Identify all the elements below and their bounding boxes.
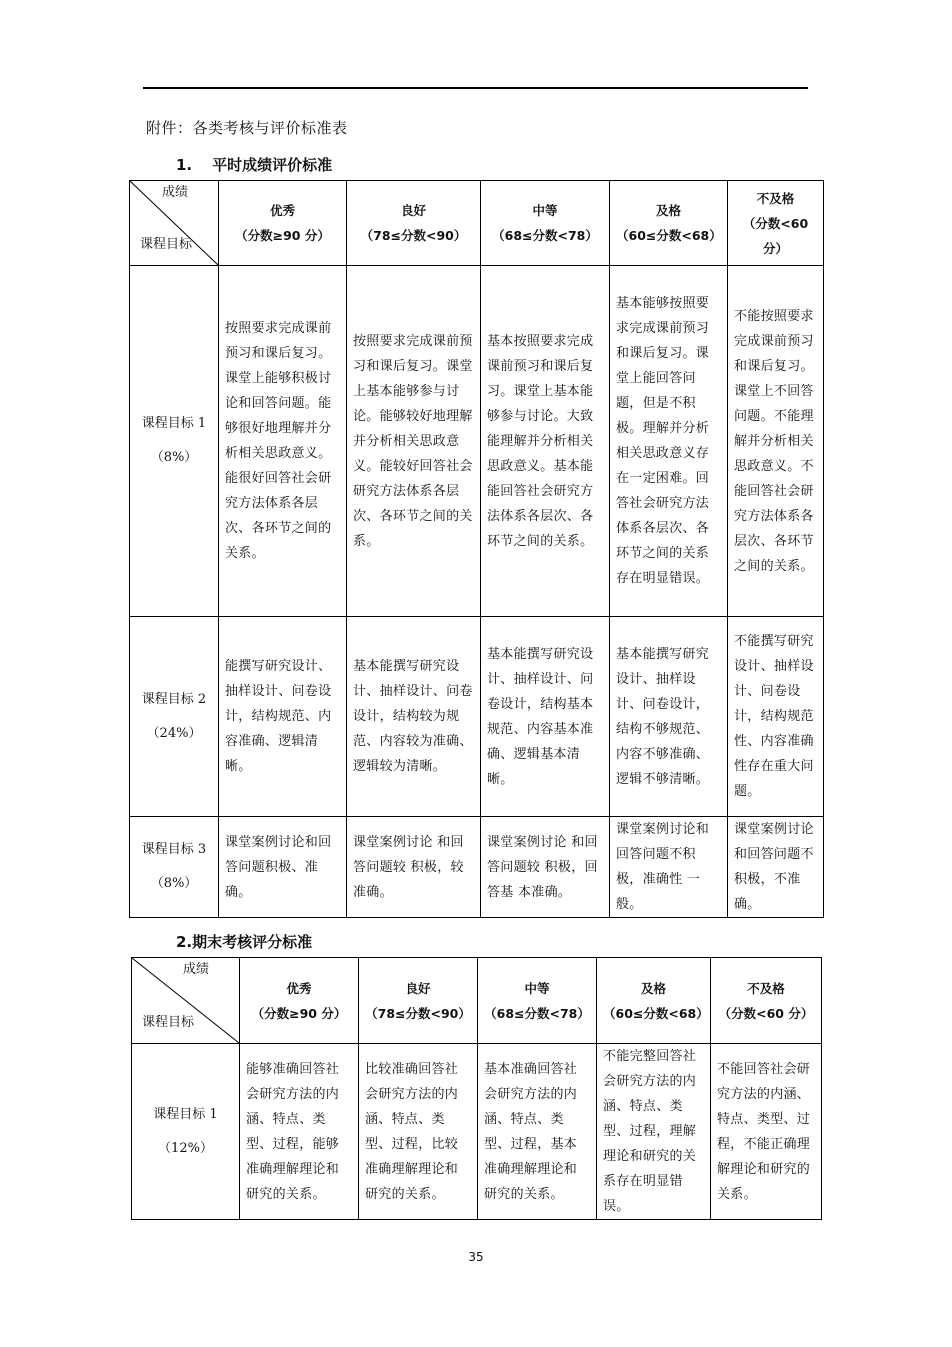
- cell-medium: 课堂案例讨论 和回答问题较 积极，回答基 本准确。: [481, 817, 610, 918]
- row-goal-label: 课程目标 2 （24%）: [130, 617, 219, 817]
- table-row: [130, 817, 824, 918]
- section-2-title: [176, 931, 312, 952]
- header-fail: 不及格 （分数<60 分）: [711, 958, 822, 1044]
- cell-pass: 基本能撰写研究设计、抽样设计、问卷设计，结构不够规范、内容不够准确、逻辑不够清晰。: [610, 617, 728, 817]
- page-number: 35: [468, 1250, 484, 1264]
- row-goal-label: 课程目标 1 （8%）: [130, 266, 219, 617]
- corner-grade-label: 成绩: [182, 962, 209, 977]
- corner-grade-label: 成绩: [161, 185, 188, 200]
- cell-fail: 课堂案例讨论 和回答问题不 积极，不准确。: [728, 817, 824, 918]
- table-row: [132, 1044, 822, 1220]
- cell-medium: 基本能撰写研究设计、抽样设计、问卷设计，结构基本规范、内容基本准确、逻辑基本清晰。: [481, 617, 610, 817]
- corner-goal-label: 课程目标: [140, 237, 193, 252]
- header-pass: 及格 （60≤分数<68）: [610, 181, 728, 266]
- table-row: [130, 266, 824, 617]
- table-row: [130, 617, 824, 817]
- header-excellent: 优秀 （分数≥90 分）: [219, 181, 347, 266]
- final-exam-table: [131, 957, 822, 1220]
- cell-good: 按照要求完成课前预习和课后复习。课堂上基本能够参与讨论。能够较好地理解并分析相关思政意义。能较好回答社会研究方法体系各层次、各环节之间的关系。: [347, 266, 481, 617]
- usual-grade-table: [129, 180, 824, 918]
- header-fail: 不及格 （分数<60分）: [728, 181, 824, 266]
- corner-goal-label: 课程目标: [142, 1015, 195, 1030]
- cell-excellent: 能撰写研究设计、抽样设计、问卷设计，结构规范、内容准确、逻辑清晰。: [219, 617, 347, 817]
- corner-cell: [130, 181, 219, 266]
- table-header-row: [132, 958, 822, 1044]
- header-rule: [143, 87, 808, 89]
- cell-fail: 不能撰写研究设计、抽样设计、问卷设计，结构规范性、内容准确性存在重大问题。: [728, 617, 824, 817]
- section-1-title: [176, 154, 332, 175]
- cell-medium: 基本按照要求完成课前预习和课后复习。课堂上基本能够参与讨论。大致能理解并分析相关思政意义。基本能能回答社会研究方法体系各层次、各环节之间的关系。: [481, 266, 610, 617]
- cell-excellent: 能够准确回答社会研究方法的内涵、特点、类型、过程，能够准确理解理论和研究的关系。: [240, 1044, 359, 1220]
- header-excellent: 优秀 （分数≥90 分）: [240, 958, 359, 1044]
- table-header-row: [130, 181, 824, 266]
- cell-good: 基本能撰写研究设计、抽样设计、问卷设计，结构较为规范、内容较为准确、逻辑较为清晰。: [347, 617, 481, 817]
- header-medium: 中等 （68≤分数<78）: [481, 181, 610, 266]
- attachment-title: 附件：各类考核与评价标准表: [146, 119, 348, 137]
- header-medium: 中等 （68≤分数<78）: [478, 958, 597, 1044]
- cell-fail: 不能按照要求 完成课前预习和课后复习。课堂上不回答问题。不能理解并分析相关思政意义。不能回答社会研究方法体系各层次、各环节之间的关系。: [728, 266, 824, 617]
- header-pass: 及格 （60≤分数<68）: [597, 958, 711, 1044]
- cell-excellent: 课堂案例讨论和回答问题积极、准确。: [219, 817, 347, 918]
- cell-good: 比较准确回答社会研究方法的内涵、特点、类型、过程，比较准确理解理论和研究的关系。: [359, 1044, 478, 1220]
- corner-cell: [132, 958, 240, 1044]
- header-good: 良好 （78≤分数<90）: [347, 181, 481, 266]
- cell-pass: 不能完整回答社会研究方法的内涵、特点、类型、过程，理解理论和研究的关系存在明显错误。: [597, 1044, 711, 1220]
- cell-fail: 不能回答社会研究方法的内涵、特点、类型、过程，不能正确理解理论和研究的关系。: [711, 1044, 822, 1220]
- row-goal-label: 课程目标 3 （8%）: [130, 817, 219, 918]
- cell-pass: 基本能够按照要求完成课前预习和课后复习。课堂上能回答问题，但是不积极。理解并分析相关思政意义存在一定困难。回答社会研究方法体系各层次、各环节之间的关系存在明显错误。: [610, 266, 728, 617]
- section-1-heading: 平时成绩评价标准: [212, 156, 333, 174]
- row-goal-label: 课程目标 1 （12%）: [132, 1044, 240, 1220]
- section-2-heading: 期末考核评分标准: [192, 933, 313, 951]
- cell-pass: 课堂案例讨论和回答问题不积极，准确性 一般。: [610, 817, 728, 918]
- section-2-number: 2.: [176, 933, 193, 951]
- section-1-number: 1.: [176, 156, 193, 174]
- cell-medium: 基本准确回答社会研究方法的内涵、特点、类型、过程，基本准确理解理论和研究的关系。: [478, 1044, 597, 1220]
- cell-excellent: 按照要求完成课前预习和课后复习。课堂上能够积极讨论和回答问题。能够很好地理解并分析相关思政意义。能很好回答社会研究方法体系各层次、各环节之间的关系。: [219, 266, 347, 617]
- cell-good: 课堂案例讨论 和回答问题较 积极，较准确。: [347, 817, 481, 918]
- header-good: 良好 （78≤分数<90）: [359, 958, 478, 1044]
